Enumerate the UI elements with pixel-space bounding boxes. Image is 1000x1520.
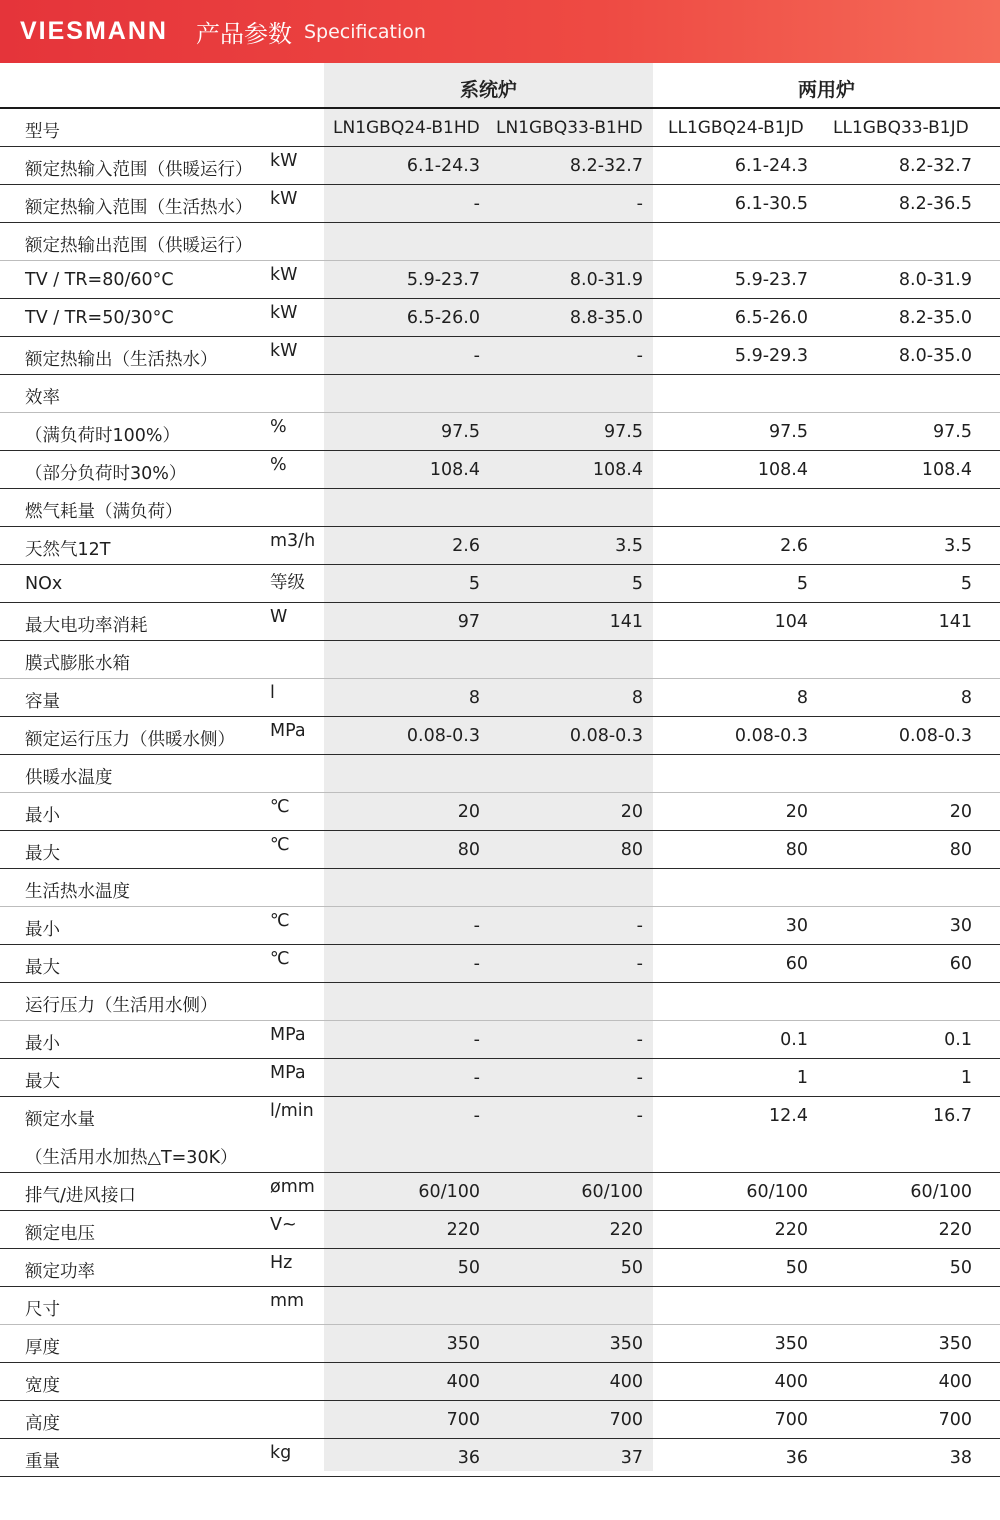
value-cell: 6.1-24.3 [734,156,808,176]
value-cell: 6.1-30.5 [734,194,808,214]
row-label: 尺寸 [25,1300,60,1320]
value-cell: LN1GBQ24-B1HD [333,118,480,138]
table-row [0,223,1000,261]
row-unit: kg [270,1443,292,1463]
value-cell: 20 [949,802,972,822]
table-row [0,1021,1000,1059]
value-cell: 60 [785,954,808,974]
table-row [0,147,1000,185]
table-row [0,1249,1000,1287]
table-row [0,109,1000,147]
row-label-secondary: （生活用水加热△T=30K） [25,1148,238,1168]
table-row [0,337,1000,375]
value-cell: 0.08-0.3 [734,726,808,746]
value-cell: 0.08-0.3 [406,726,480,746]
value-cell: 60/100 [581,1182,643,1202]
value-cell: 220 [609,1220,643,1240]
value-cell: - [473,1030,480,1050]
value-cell: - [636,1106,643,1126]
value-cell: 80 [457,840,480,860]
row-unit: ℃ [270,797,290,817]
row-label: 最小 [25,806,60,826]
row-label: 厚度 [25,1338,60,1358]
value-cell: 60/100 [418,1182,480,1202]
value-cell: 36 [785,1448,808,1468]
value-cell: 350 [938,1334,972,1354]
table-row [0,451,1000,489]
row-unit: kW [270,151,298,171]
value-cell: LN1GBQ33-B1HD [496,118,643,138]
value-cell: 8.0-35.0 [898,346,972,366]
value-cell: 8.8-35.0 [569,308,643,328]
value-cell: 80 [949,840,972,860]
row-label: 高度 [25,1414,60,1434]
row-unit: ℃ [270,949,290,969]
row-unit: l [270,683,275,703]
row-label: （满负荷时100%） [25,426,181,446]
row-unit: V~ [270,1215,297,1235]
value-cell: 108.4 [921,460,972,480]
value-cell: 8.2-35.0 [898,308,972,328]
row-label: TV / TR=50/30°C [25,308,174,328]
value-cell: 700 [446,1410,480,1430]
row-label: 最大电功率消耗 [25,616,148,636]
table-row [0,1401,1000,1439]
value-cell: 80 [785,840,808,860]
value-cell: - [473,954,480,974]
row-label: 排气/进风接口 [25,1186,136,1206]
row-unit: mm [270,1291,305,1311]
value-cell: 400 [446,1372,480,1392]
table-row [0,299,1000,337]
table-row [0,793,1000,831]
row-label: 额定热输入范围（供暖运行） [25,160,253,180]
value-cell: 8.2-36.5 [898,194,972,214]
value-cell: 400 [774,1372,808,1392]
value-cell: 700 [938,1410,972,1430]
row-label: 额定热输入范围（生活热水） [25,198,253,218]
value-cell: 108.4 [429,460,480,480]
value-cell: 1 [960,1068,972,1088]
value-cell: 6.5-26.0 [734,308,808,328]
value-cell: - [473,916,480,936]
brand-logo: VIESMANN [20,17,168,45]
row-label: 额定运行压力（供暖水侧） [25,730,235,750]
value-cell: 0.08-0.3 [898,726,972,746]
value-cell: 20 [620,802,643,822]
row-unit: kW [270,303,298,323]
table-row [0,831,1000,869]
value-cell: 20 [785,802,808,822]
row-label: 宽度 [25,1376,60,1396]
group-header-combi-boiler: 两用炉 [797,79,855,101]
value-cell: 50 [620,1258,643,1278]
value-cell: 108.4 [592,460,643,480]
page-title: 产品参数 [195,20,292,48]
table-row [0,1439,1000,1477]
value-cell: 5 [631,574,643,594]
row-label: 膜式膨胀水箱 [25,654,130,674]
row-label: 额定水量 [25,1110,95,1130]
value-cell: 60/100 [746,1182,808,1202]
row-label: 效率 [25,388,60,408]
row-label: 重量 [25,1452,60,1472]
value-cell: 30 [785,916,808,936]
value-cell: 20 [457,802,480,822]
value-cell: 104 [774,612,808,632]
value-cell: 3.5 [944,536,972,556]
row-unit: ℃ [270,911,290,931]
value-cell: 8.2-32.7 [569,156,643,176]
value-cell: 350 [609,1334,643,1354]
value-cell: 0.1 [780,1030,808,1050]
value-cell: 60/100 [910,1182,972,1202]
value-cell: - [636,954,643,974]
value-cell: 50 [457,1258,480,1278]
row-unit: % [270,455,287,475]
table-row [0,1325,1000,1363]
value-cell: 400 [609,1372,643,1392]
value-cell: 5.9-29.3 [734,346,808,366]
row-unit: MPa [270,721,306,741]
value-cell: 8 [960,688,972,708]
row-label: 最小 [25,1034,60,1054]
row-label: TV / TR=80/60°C [25,270,174,290]
value-cell: - [636,916,643,936]
table-row [0,1097,1000,1173]
row-unit: ømm [270,1177,315,1197]
value-cell: 12.4 [769,1106,808,1126]
value-cell: 16.7 [933,1106,972,1126]
value-cell: 6.5-26.0 [406,308,480,328]
page-subtitle: Specification [303,20,426,43]
table-row [0,869,1000,907]
value-cell: 60 [949,954,972,974]
value-cell: 1 [796,1068,808,1088]
value-cell: 97.5 [604,422,643,442]
row-label: 生活热水温度 [25,882,130,902]
value-cell: 3.5 [615,536,643,556]
table-row [0,1287,1000,1325]
value-cell: 5 [468,574,480,594]
value-cell: 141 [938,612,972,632]
row-unit: kW [270,189,298,209]
value-cell: - [636,1068,643,1088]
row-label: 型号 [25,122,60,142]
row-unit: l/min [270,1101,314,1121]
row-label: 额定功率 [25,1262,95,1282]
spec-table [0,63,1000,1477]
value-cell: 8.0-31.9 [569,270,643,290]
table-row [0,527,1000,565]
value-cell: 97.5 [441,422,480,442]
group-header-system-boiler: 系统炉 [459,79,517,101]
value-cell: - [473,346,480,366]
value-cell: 220 [938,1220,972,1240]
value-cell: 108.4 [757,460,808,480]
value-cell: 141 [609,612,643,632]
row-unit: % [270,417,287,437]
row-label: 天然气12T [25,540,111,560]
value-cell: 220 [446,1220,480,1240]
table-row [0,375,1000,413]
table-row [0,907,1000,945]
row-unit: MPa [270,1025,306,1045]
row-unit: 等级 [270,573,305,593]
value-cell: 30 [949,916,972,936]
value-cell: 700 [609,1410,643,1430]
value-cell: 2.6 [452,536,480,556]
value-cell: - [473,1068,480,1088]
value-cell: 8.0-31.9 [898,270,972,290]
table-row [0,1363,1000,1401]
value-cell: 50 [785,1258,808,1278]
table-row [0,603,1000,641]
row-label: 燃气耗量（满负荷） [25,502,183,522]
value-cell: 220 [774,1220,808,1240]
row-unit: kW [270,265,298,285]
value-cell: 6.1-24.3 [406,156,480,176]
value-cell: 8.2-32.7 [898,156,972,176]
row-label: 额定热输出（生活热水） [25,350,218,370]
value-cell: - [636,194,643,214]
value-cell: 5.9-23.7 [406,270,480,290]
value-cell: 400 [938,1372,972,1392]
table-row [0,565,1000,603]
row-unit: Hz [270,1253,293,1273]
value-cell: 50 [949,1258,972,1278]
row-unit: kW [270,341,298,361]
value-cell: 0.1 [944,1030,972,1050]
value-cell: 80 [620,840,643,860]
value-cell: 97.5 [769,422,808,442]
value-cell: LL1GBQ33-B1JD [833,118,969,138]
value-cell: - [473,1106,480,1126]
table-row [0,413,1000,451]
value-cell: 2.6 [780,536,808,556]
table-row [0,945,1000,983]
value-cell: 38 [949,1448,972,1468]
value-cell: 5.9-23.7 [734,270,808,290]
row-label: NOx [25,574,63,594]
row-label: （部分负荷时30%） [25,464,187,484]
value-cell: - [473,194,480,214]
header-banner [0,0,1000,63]
value-cell: - [636,346,643,366]
value-cell: 5 [796,574,808,594]
value-cell: 8 [468,688,480,708]
value-cell: 36 [457,1448,480,1468]
row-unit: W [270,607,288,627]
table-row [0,679,1000,717]
table-row [0,1211,1000,1249]
group-header-row [0,63,1000,109]
value-cell: 5 [960,574,972,594]
table-row [0,641,1000,679]
value-cell: 97 [457,612,480,632]
row-label: 最小 [25,920,60,940]
row-unit: MPa [270,1063,306,1083]
value-cell: 8 [796,688,808,708]
table-row [0,1173,1000,1211]
table-row [0,489,1000,527]
row-label: 供暖水温度 [25,768,113,788]
row-label: 容量 [25,692,60,712]
row-label: 运行压力（生活用水侧） [25,996,218,1016]
value-cell: 350 [446,1334,480,1354]
table-row [0,717,1000,755]
table-row [0,755,1000,793]
row-unit: m3/h [270,531,316,551]
value-cell: 0.08-0.3 [569,726,643,746]
value-cell: 700 [774,1410,808,1430]
value-cell: 350 [774,1334,808,1354]
table-row [0,1059,1000,1097]
value-cell: LL1GBQ24-B1JD [668,118,804,138]
row-label: 最大 [25,1072,60,1092]
row-label: 最大 [25,844,60,864]
value-cell: 97.5 [933,422,972,442]
value-cell: - [636,1030,643,1050]
row-label: 额定电压 [25,1224,95,1244]
table-row [0,261,1000,299]
row-label: 最大 [25,958,60,978]
table-row [0,983,1000,1021]
row-unit: ℃ [270,835,290,855]
value-cell: 37 [620,1448,643,1468]
row-label: 额定热输出范围（供暖运行） [25,236,253,256]
table-row [0,185,1000,223]
value-cell: 8 [631,688,643,708]
